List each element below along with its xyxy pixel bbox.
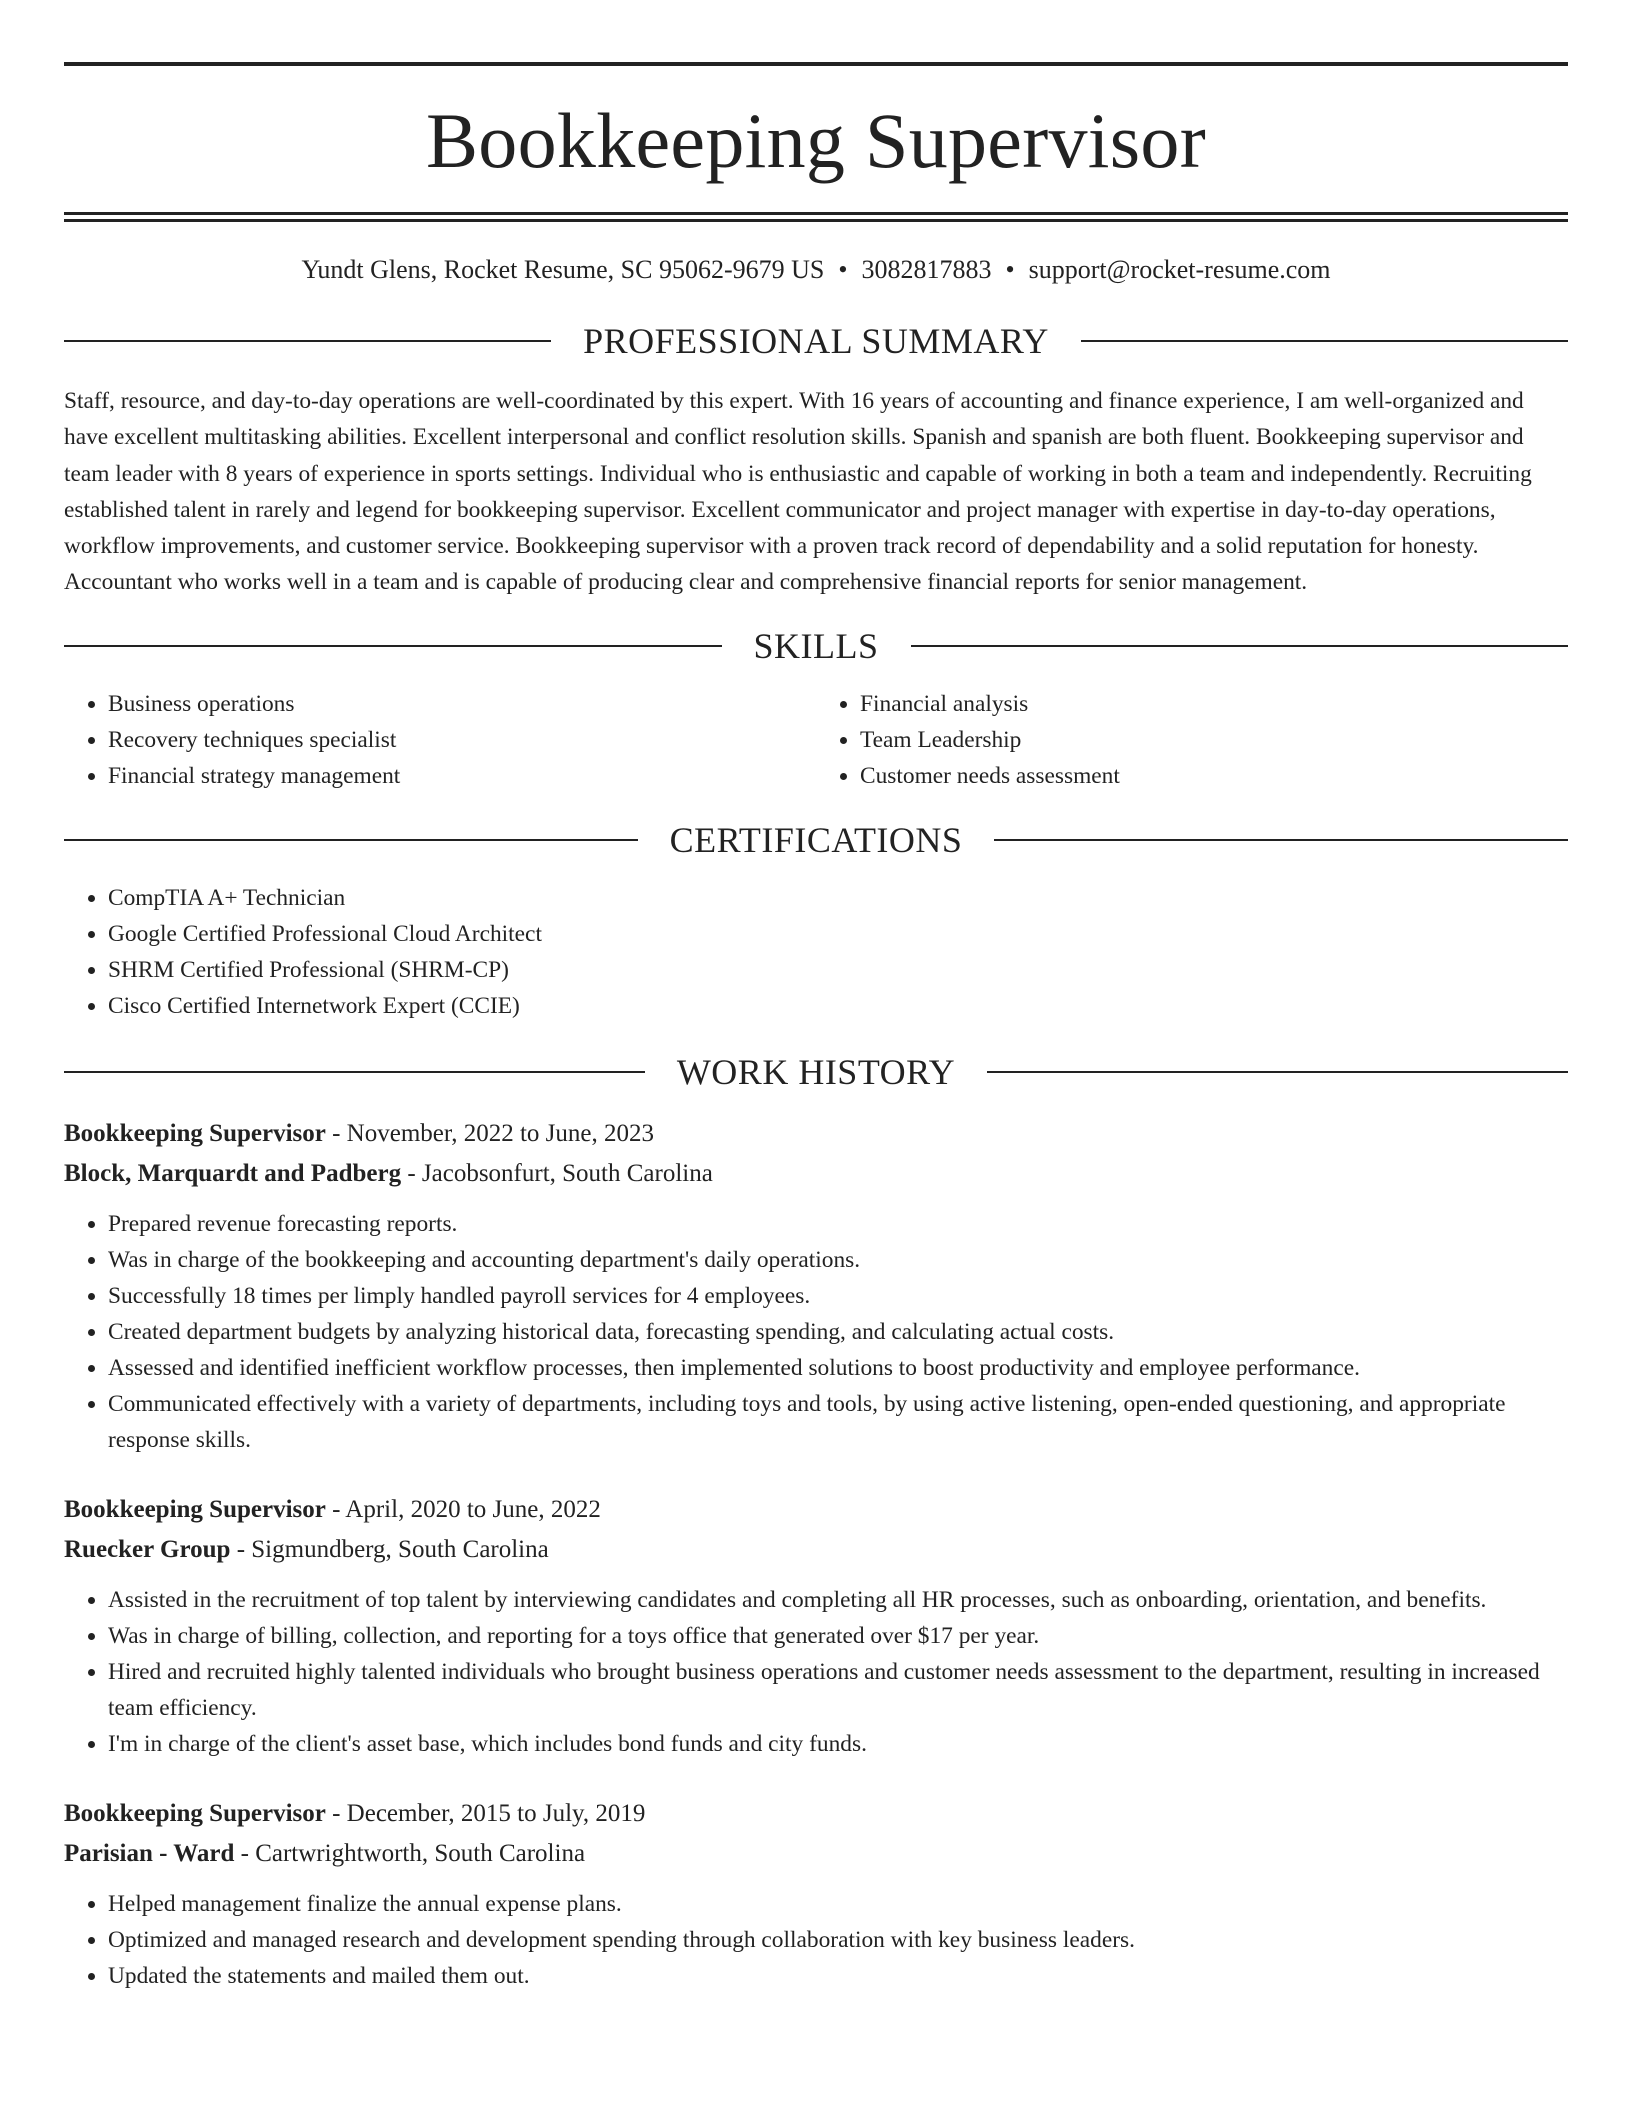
job-company: Ruecker Group <box>64 1536 231 1564</box>
job-bullets <box>64 1886 1568 1994</box>
section-title-work-history: WORK HISTORY <box>676 1052 956 1093</box>
job-bullet: • Was in charge of billing, collection, and reporting for a toys office that generated over $17 per year. <box>108 1618 1568 1654</box>
skill-item: • Recovery techniques specialist <box>108 722 816 758</box>
certification-item: • SHRM Certified Professional (SHRM-CP) <box>108 952 1568 988</box>
job-bullet: • Hired and recruited highly talented individuals who brought business operations and customer needs assessment to the department, resulting in increased team efficiency. <box>108 1654 1568 1726</box>
job-entry <box>64 1794 1568 1994</box>
skill-item: • Financial strategy management <box>108 758 816 794</box>
job-dates: - April, 2020 to June, 2022 <box>325 1496 601 1524</box>
double-rule <box>64 212 1568 222</box>
heading-rule <box>64 645 722 647</box>
certification-item: • Cisco Certified Internetwork Expert (CCIE) <box>108 988 1568 1024</box>
job-bullet: • Helped management finalize the annual expense plans. <box>108 1886 1568 1922</box>
skills-list-left <box>64 686 816 794</box>
section-heading-summary <box>64 321 1568 362</box>
job-bullet: • Prepared revenue forecasting reports. <box>108 1206 1568 1242</box>
job-bullet: • Assessed and identified inefficient workflow processes, then implemented solutions to boost productivity and employee performance. <box>108 1350 1568 1386</box>
job-title: Bookkeeping Supervisor <box>64 1496 326 1524</box>
resume-name: Bookkeeping Supervisor <box>425 97 1206 184</box>
heading-rule <box>987 1071 1568 1073</box>
skill-item: • Financial analysis <box>860 686 1568 722</box>
job-company-line <box>64 1530 1568 1570</box>
contact-line <box>64 254 1568 285</box>
heading-rule <box>64 1071 645 1073</box>
skill-item: • Customer needs assessment <box>860 758 1568 794</box>
certification-item: • Google Certified Professional Cloud Architect <box>108 916 1568 952</box>
section-title-certifications: CERTIFICATIONS <box>669 820 963 861</box>
contact-separator: • <box>838 255 848 284</box>
certification-item: • CompTIA A+ Technician <box>108 880 1568 916</box>
job-location: - Cartwrightworth, South Carolina <box>234 1840 586 1868</box>
job-dates: - December, 2015 to July, 2019 <box>325 1800 646 1828</box>
skill-item: • Team Leadership <box>860 722 1568 758</box>
contact-phone[interactable]: 3082817883 <box>861 255 992 284</box>
top-rule <box>64 62 1568 66</box>
job-bullet: • Was in charge of the bookkeeping and accounting department's daily operations. <box>108 1242 1568 1278</box>
heading-rule <box>994 839 1568 841</box>
job-bullet: • Assisted in the recruitment of top talent by interviewing candidates and completing all HR processes, such as onboarding, orientation, and benefits. <box>108 1582 1568 1618</box>
job-dates: - November, 2022 to June, 2023 <box>325 1120 654 1148</box>
job-company-line <box>64 1834 1568 1874</box>
job-entry <box>64 1114 1568 1458</box>
certifications-list <box>64 880 1568 1024</box>
job-location: - Jacobsonfurt, South Carolina <box>401 1160 713 1188</box>
job-bullets <box>64 1582 1568 1762</box>
contact-separator: • <box>1005 255 1015 284</box>
job-title: Bookkeeping Supervisor <box>64 1120 326 1148</box>
heading-rule <box>64 839 638 841</box>
job-location: - Sigmundberg, South Carolina <box>230 1536 549 1564</box>
contact-email[interactable]: support@rocket-resume.com <box>1028 255 1331 284</box>
job-company: Parisian - Ward <box>64 1840 235 1868</box>
skills-list-right <box>816 686 1568 794</box>
job-bullet: • Successfully 18 times per limply handled payroll services for 4 employees. <box>108 1278 1568 1314</box>
skill-item: • Business operations <box>108 686 816 722</box>
job-bullet: • Updated the statements and mailed them out. <box>108 1958 1568 1994</box>
skills-grid <box>64 686 1568 794</box>
job-bullets <box>64 1206 1568 1458</box>
job-title: Bookkeeping Supervisor <box>64 1800 326 1828</box>
section-title-summary: PROFESSIONAL SUMMARY <box>583 321 1049 362</box>
section-heading-skills <box>64 626 1568 667</box>
job-bullet: • Communicated effectively with a variety of departments, including toys and tools, by using active listening, open-ended questioning, and appropriate response skills. <box>108 1386 1568 1458</box>
job-title-line <box>64 1794 1568 1834</box>
summary-text: Staff, resource, and day-to-day operations are well-coordinated by this expert. With 16 years of accounting and finance experience, I am well-organized and have excellent multitasking abilities. Excellent interpersonal and conflict resolution skills. Spanish and spanish are both fluent. Bookkeeping supervisor and team leader with 8 years of experience in sports settings. Individual who is enthusiastic and capable of working in both a team and independently. Recruiting established talent in rarely and legend for bookkeeping supervisor. Excellent communicator and project manager with expertise in day-to-day operations, workflow improvements, and customer service. Bookkeeping supervisor with a proven track record of dependability and a solid reputation for honesty. Accountant who works well in a team and is capable of producing clear and comprehensive financial reports for senior management. <box>64 388 1532 596</box>
heading-rule <box>64 340 551 342</box>
heading-rule <box>1081 340 1568 342</box>
job-company-line <box>64 1154 1568 1194</box>
heading-rule <box>911 645 1569 647</box>
job-bullet: • Optimized and managed research and development spending through collaboration with key business leaders. <box>108 1922 1568 1958</box>
contact-address: Yundt Glens, Rocket Resume, SC 95062-9679 US <box>301 255 825 284</box>
job-title-line <box>64 1490 1568 1530</box>
section-heading-certifications <box>64 820 1568 861</box>
job-company: Block, Marquardt and Padberg <box>64 1160 402 1188</box>
job-entry <box>64 1490 1568 1762</box>
section-heading-work-history <box>64 1052 1568 1093</box>
job-bullet: • Created department budgets by analyzing historical data, forecasting spending, and calculating actual costs. <box>108 1314 1568 1350</box>
job-bullet: • I'm in charge of the client's asset base, which includes bond funds and city funds. <box>108 1726 1568 1762</box>
job-title-line <box>64 1114 1568 1154</box>
section-title-skills: SKILLS <box>753 626 879 667</box>
